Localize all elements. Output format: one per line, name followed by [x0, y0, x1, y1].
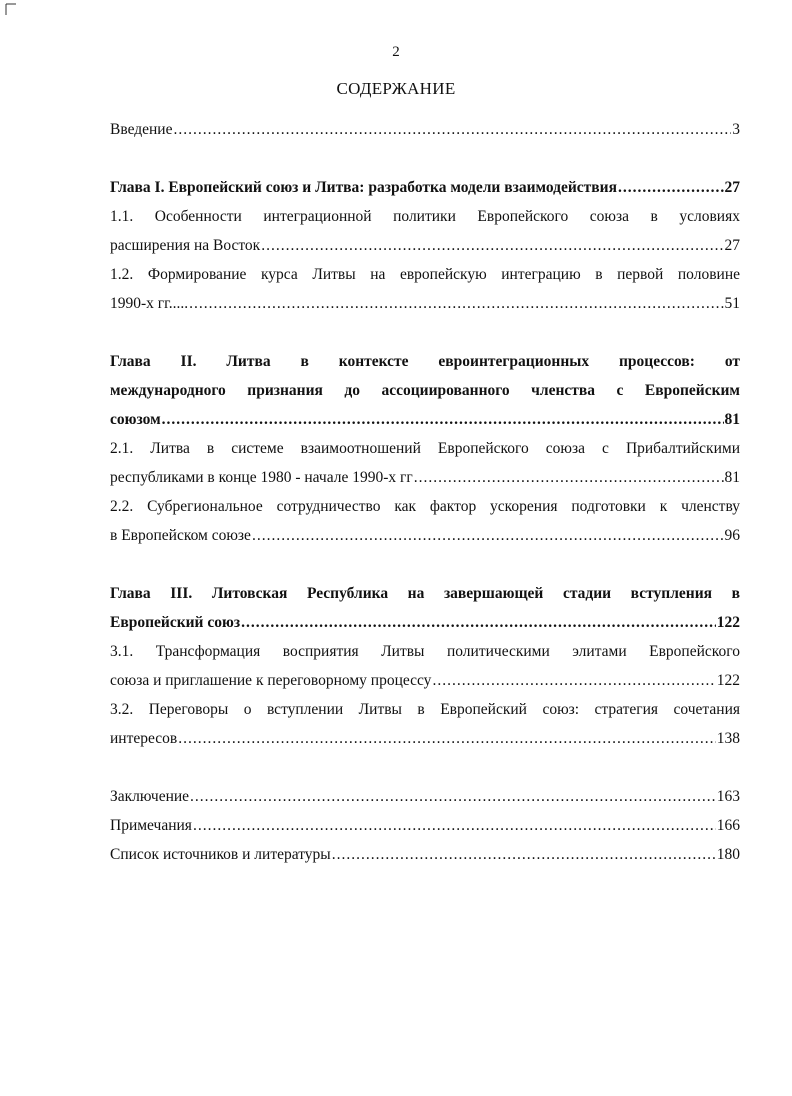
toc-section-3-2[interactable]	[110, 724, 740, 753]
page-number: 2	[392, 44, 400, 60]
toc-page-number: 122	[716, 672, 740, 689]
corner-mark-icon	[4, 2, 18, 16]
leader-dots	[432, 666, 715, 695]
leader-dots	[190, 782, 716, 811]
toc-page-number: 81	[724, 411, 740, 428]
toc-section-2-2[interactable]	[110, 521, 740, 550]
toc-section-2-2-line1[interactable]: 2.2. Субрегиональное сотрудничество как фактор ускорения подготовки к членству	[110, 498, 740, 515]
toc-page-number: 96	[724, 527, 740, 544]
toc-entry-label: Примечания	[110, 817, 192, 834]
toc-section-1-1-line1[interactable]: 1.1. Особенности интеграционной политики Европейского союза в условиях	[110, 208, 740, 225]
leader-dots	[332, 840, 716, 869]
leader-dots	[414, 463, 724, 492]
toc-section-2-1-line1[interactable]: 2.1. Литва в системе взаимоотношений Европейского союза с Прибалтийскими	[110, 440, 740, 457]
toc-section-1-2-line1[interactable]: 1.2. Формирование курса Литвы на европейскую интеграцию в первой половине	[110, 266, 740, 283]
toc-entry-sources[interactable]	[110, 840, 740, 869]
page-title: СОДЕРЖАНИЕ	[336, 79, 456, 98]
leader-dots	[618, 173, 724, 202]
toc-page-number: 122	[716, 614, 740, 631]
toc-chapter-3-line1[interactable]: Глава III. Литовская Республика на завершающей стадии вступления в	[110, 585, 740, 602]
leader-dots	[162, 405, 724, 434]
toc-section-3-1[interactable]	[110, 666, 740, 695]
toc-section-2-1[interactable]	[110, 463, 740, 492]
toc-chapter-2-line1[interactable]: Глава II. Литва в контексте евроинтеграционных процессов: от	[110, 353, 740, 370]
chapter-1-title: Глава I. Европейский союз и Литва: разработка модели взаимодействия	[110, 179, 617, 196]
toc-page-number: 166	[716, 817, 740, 834]
toc-entry-label: Заключение	[110, 788, 190, 805]
toc-chapter-2-line2[interactable]: международного признания до ассоциированного членства с Европейским	[110, 382, 740, 399]
toc-entry-label: интересов	[110, 730, 178, 747]
toc-page-number: 27	[724, 179, 740, 196]
toc-chapter-3[interactable]	[110, 608, 740, 637]
leader-dots	[193, 811, 716, 840]
toc-entry-label: 1990-х гг.....	[110, 295, 189, 312]
toc-page-number: 163	[716, 788, 740, 805]
toc-section-3-2-line1[interactable]: 3.2. Переговоры о вступлении Литвы в Европейский союз: стратегия сочетания	[110, 701, 740, 718]
toc-page-number: 27	[724, 237, 740, 254]
toc-section-3-1-line1[interactable]: 3.1. Трансформация восприятия Литвы политическими элитами Европейского	[110, 643, 740, 660]
toc-section-1-1[interactable]	[110, 231, 740, 260]
toc-section-1-2[interactable]	[110, 289, 740, 318]
toc-entry-label: союза и приглашение к переговорному процессу	[110, 672, 432, 689]
leader-dots	[261, 231, 723, 260]
leader-dots	[178, 724, 716, 753]
toc-entry-intro[interactable]	[110, 115, 740, 144]
toc-page-number: 81	[724, 469, 740, 486]
toc-page-number: 180	[716, 846, 740, 863]
toc-entry-notes[interactable]	[110, 811, 740, 840]
toc-page-number: 51	[724, 295, 740, 312]
toc-entry-label: Список источников и литературы	[110, 846, 331, 863]
chapter-3-title-end: Европейский союз	[110, 614, 241, 631]
toc-page-number: 3	[732, 121, 740, 138]
leader-dots	[173, 115, 731, 144]
toc-chapter-2[interactable]	[110, 405, 740, 434]
chapter-2-title-end: союзом	[110, 411, 161, 428]
toc-chapter-1[interactable]	[110, 173, 740, 202]
toc-entry-label: расширения на Восток	[110, 237, 261, 254]
toc-entry-conclusion[interactable]	[110, 782, 740, 811]
toc-entry-label: республиками в конце 1980 - начале 1990-х гг	[110, 469, 413, 486]
leader-dots	[252, 521, 724, 550]
toc-entry-label: Введение	[110, 121, 173, 138]
table-of-contents	[110, 115, 740, 869]
leader-dots	[241, 608, 716, 637]
leader-dots	[189, 289, 723, 318]
toc-entry-label: в Европейском союзе	[110, 527, 251, 544]
toc-page-number: 138	[716, 730, 740, 747]
